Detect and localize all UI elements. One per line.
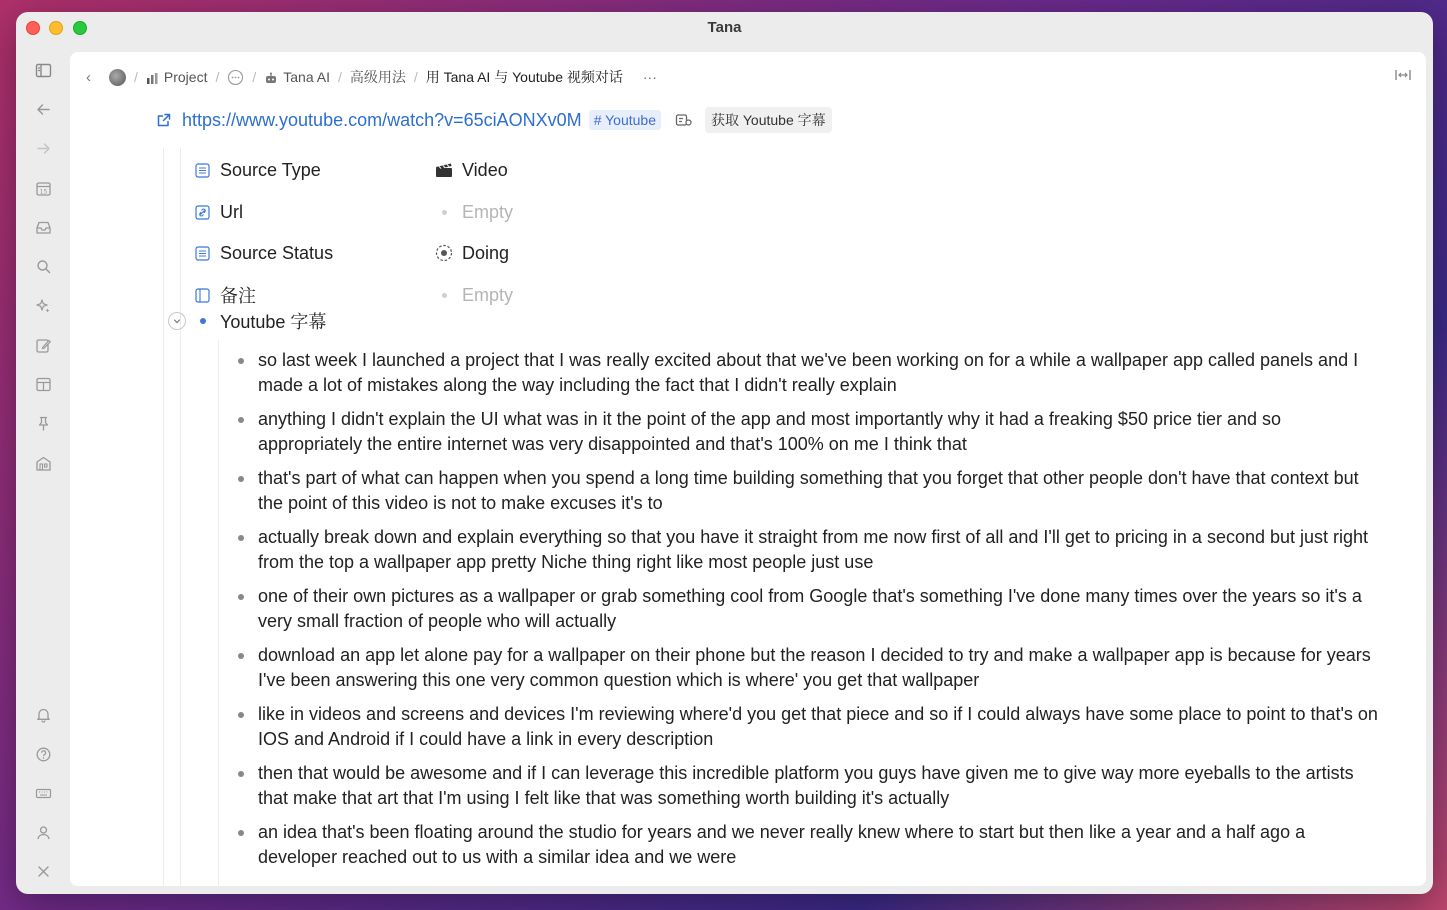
breadcrumb-collapsed-icon[interactable] [227,68,244,86]
list-item[interactable]: that's part of what can happen when you spend a long time building something that you forget that other people don't have that context but the point of this video is not to make excuses it's to [238,466,1388,516]
indent-guide [180,148,181,886]
node-title[interactable]: Youtube 字幕 [220,312,327,332]
robot-icon [264,72,278,85]
list-item[interactable]: so last week I launched a project that I was really excited about that we've been working on for a while a wallpaper app called panels and I made a lot of mistakes along the way including the fact that I didn't really explain [238,348,1388,398]
breadcrumb-item-advanced[interactable]: 高级用法 [349,69,406,85]
text-field-icon [194,287,210,303]
item-bullet[interactable] [238,417,244,423]
breadcrumb-item-project[interactable]: Project [146,69,208,85]
list-item[interactable]: actually break down and explain everything so that you have it straight from me now first of all and I'll get to pricing in a second but just right from the top a wallpaper app pretty Niche thing right like most people just use [238,525,1388,575]
keyboard-icon[interactable] [33,783,53,803]
node-bullet[interactable] [200,318,206,324]
calendar-icon[interactable] [33,178,53,198]
item-bullet[interactable] [238,771,244,777]
more-options-button[interactable]: ··· [642,69,657,85]
user-profile-icon[interactable] [33,822,53,842]
indent-guide [218,340,219,886]
list-field-icon [194,245,210,261]
field-value-video[interactable]: Video [435,158,508,182]
list-item[interactable]: download an app let alone pay for a wallpaper on their phone but the reason I decided to try and make a wallpaper app is because for years I've been answering this one very common question which is where' you get that wallpaper [238,643,1388,693]
edit-icon[interactable] [33,335,53,355]
item-bullet[interactable] [238,830,244,836]
item-bullet[interactable] [238,594,244,600]
notification-bell-icon[interactable] [33,704,53,724]
item-bullet[interactable] [238,653,244,659]
field-source-status[interactable]: Source Status [194,241,333,265]
sidebar-toggle-icon[interactable] [33,60,53,80]
list-item[interactable]: one of their own pictures as a wallpaper or grab something cool from Google that's something I've done many times over the years so it's a very small fraction of people who will actually [238,584,1388,634]
top-bar [70,52,1426,98]
clapper-board-icon [435,161,453,179]
item-bullet[interactable] [238,712,244,718]
youtube-tag[interactable]: # Youtube [589,110,661,130]
pin-icon[interactable] [33,413,53,433]
field-value-doing[interactable]: Doing [435,241,509,265]
item-bullet[interactable] [238,476,244,482]
link-field-icon [194,204,210,220]
item-bullet[interactable] [238,358,244,364]
command-icon[interactable] [675,112,693,128]
list-item[interactable]: like in videos and screens and devices I'm reviewing where'd you get that piece and so if I could always have some place to point to that's on IOS and Android if I could have a link in every description [238,702,1388,752]
field-value-empty[interactable]: Empty [435,283,513,307]
search-icon[interactable] [33,256,53,276]
youtube-url-link[interactable]: https://www.youtube.com/watch?v=65ciAONXv0M [182,109,582,130]
field-notes[interactable]: 备注 [194,283,256,307]
ai-sparkle-icon[interactable] [33,296,53,316]
workspace-icon[interactable] [33,453,53,473]
get-youtube-captions-button[interactable]: 获取 Youtube 字幕 [705,107,832,133]
node-youtube-captions[interactable] [168,308,326,334]
breadcrumb-item-current[interactable]: 用 Tana AI 与 Youtube 视频对话 [425,69,623,85]
list-field-icon [194,162,210,178]
main-panel [70,52,1426,886]
item-bullet[interactable] [238,535,244,541]
sidebar [16,52,70,894]
svg-text:15: 15 [39,188,47,195]
help-icon[interactable] [33,744,53,764]
empty-bullet [435,203,453,221]
forward-arrow-icon[interactable] [33,138,53,158]
layout-icon[interactable] [33,374,53,394]
breadcrumb: ‹ / Project / / Tana AI / 高级用法 / 用 Tana AI 与 Youtube 视频对话 ··· [86,68,657,86]
list-item[interactable]: anything I didn't explain the UI what was in it the point of the app and most importantly why it had a freaking $50 price tier and so appropriately the entire internet was very disappointed and that's 100% on me I think that [238,407,1388,457]
list-item[interactable]: then that would be awesome and if I can leverage this incredible platform you guys have given me to give way more eyeballs to the artists that make that art that I'm using I felt like that was something worth building it's actually [238,761,1388,811]
caption-list [238,348,1388,879]
list-item[interactable]: an idea that's been floating around the studio for years and we never really knew where to start but then like a year and a half ago a developer reached out to us with a similar idea and we were [238,820,1388,870]
bar-chart-icon [146,72,159,85]
workspace-avatar[interactable] [109,69,126,86]
window-title: Tana [707,19,742,36]
breadcrumb-item-tana-ai[interactable]: Tana AI [264,69,330,85]
in-progress-status-icon [435,244,453,262]
expand-panel-icon[interactable] [1394,67,1412,83]
collapse-chevron-icon[interactable] [168,312,186,330]
inbox-icon[interactable] [33,217,53,237]
field-source-type[interactable]: Source Type [194,158,321,182]
back-arrow-icon[interactable] [33,99,53,119]
close-icon[interactable] [33,861,53,881]
field-url[interactable]: Url [194,200,243,224]
back-chevron-icon[interactable]: ‹ [86,68,91,86]
url-row [156,107,832,133]
app-window [16,12,1433,894]
indent-guide [163,148,164,886]
empty-bullet [435,286,453,304]
title-bar [16,12,1433,44]
external-link-icon[interactable] [156,112,172,128]
field-value-empty[interactable]: Empty [435,200,513,224]
